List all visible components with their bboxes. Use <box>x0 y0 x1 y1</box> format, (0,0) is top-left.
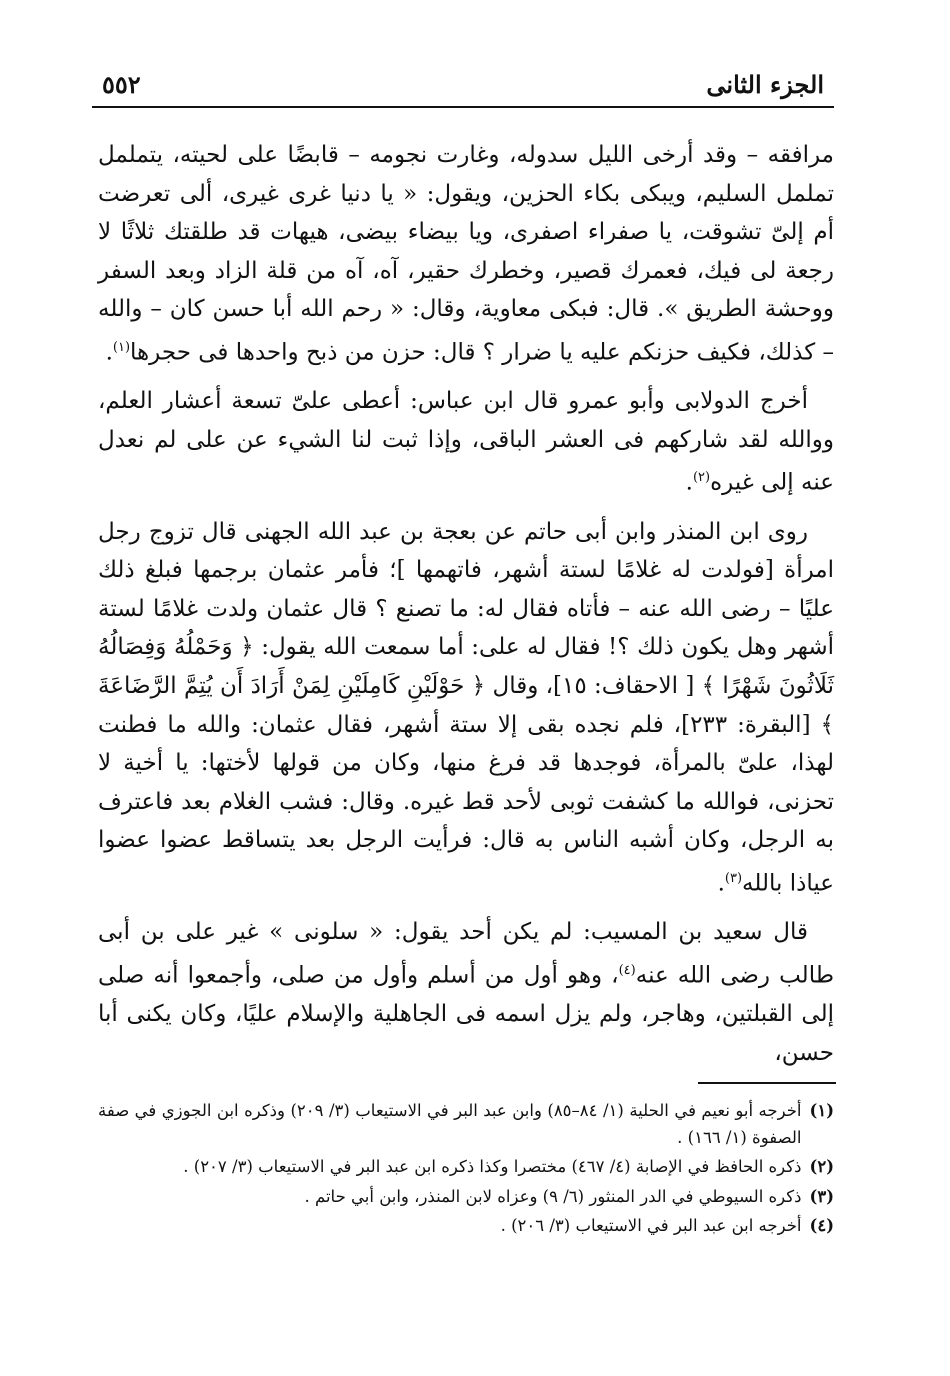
paragraph-1 <box>98 136 834 372</box>
footnote-text: أخرجه ابن عبد البر في الاستيعاب (٣/ ٢٠٦) . <box>500 1216 802 1235</box>
paragraph-1-end: . <box>105 339 113 366</box>
footnote-4 <box>98 1213 834 1240</box>
footnote-text: ذكره السيوطي في الدر المنثور (٦/ ٩) وعزاه لابن المنذر، وابن أبي حاتم . <box>304 1186 802 1206</box>
page-header <box>92 60 834 108</box>
paragraph-4-text-a: قال سعيد بن المسيب: لم يكن أحد يقول: « سلونى » غير على بن أبى طالب رضى الله عنه <box>98 919 835 989</box>
paragraph-3-end: . <box>717 870 725 897</box>
paragraph-2 <box>98 382 834 502</box>
running-title: الجزء الثانى <box>706 70 824 99</box>
footnote-separator <box>698 1082 836 1084</box>
paragraph-1-text: مرافقه – وقد أرخى الليل سدوله، وغارت نجومه – قابضًا على لحيته، يتململ تململ السليم، ويبكى بكاء الحزين، ويقول: « يا دنيا غرى غيرى، ألى تعرضت أم إلىّ تشوقت، يا صفراء اصفرى، ويا بيضاء بيضى، هيهات قد طلقتك ثلاثًا لا رجعة لى فيك، فعمرك قصير، وخطرك حقير، آه، آه من قلة الزاد وبعد السفر ووحشة الطريق ». قال: فبكى معاوية، وقال: « رحم الله أبا حسن كان – والله – كذلك، فكيف حزنكم عليه يا ضرار ؟ قال: حزن من ذبح واحدها فى حجرها <box>98 142 834 366</box>
footnote-1 <box>98 1098 834 1151</box>
footnote-number: (٣) <box>809 1186 834 1206</box>
paragraph-4-text-b: ، وهو أول من أسلم وأول من صلى، وأجمعوا أنه صلى إلى القبلتين، وهاجر، ولم يزل اسمه فى الجاهلية والإسلام عليًا، وكان يكنى أبا حسن، <box>98 962 834 1066</box>
footnote-ref-3: (٣) <box>724 871 743 886</box>
main-text <box>98 136 834 1072</box>
footnote-ref-4: (٤) <box>618 962 636 978</box>
paragraph-2-end: . <box>685 470 693 497</box>
page-number: ٥٥٢ <box>102 70 141 99</box>
paragraph-4 <box>98 913 834 1072</box>
footnote-2 <box>98 1154 834 1181</box>
footnote-text: ذكره الحافظ في الإصابة (٤/ ٤٦٧) مختصرا وكذا ذكره ابن عبد البر في الاستيعاب (٣/ ٢٠٧) . <box>183 1157 802 1176</box>
paragraph-3 <box>98 513 834 904</box>
paragraph-2-text: أخرج الدولابى وأبو عمرو قال ابن عباس: أعطى علىّ تسعة أعشار العلم، ووالله لقد شاركهم فى العشر الباقى، وإذا ثبت لنا الشيء عن على لم نعدل عنه إلى غيره <box>98 388 834 497</box>
footnote-text: أخرجه أبو نعيم في الحلية (١/ ٨٤–٨٥) وابن عبد البر في الاستيعاب (٣/ ٢٠٩) وذكره ابن الجوزي في صفة الصفوة (١/ ١٦٦) . <box>98 1101 802 1147</box>
footnote-ref-2: (٢) <box>692 470 711 486</box>
footnote-3 <box>98 1184 834 1211</box>
footnotes <box>98 1098 834 1243</box>
footnote-number: (١) <box>809 1101 834 1120</box>
paragraph-3-text: روى ابن المنذر وابن أبى حاتم عن بعجة بن عبد الله الجهنى قال تزوج رجل امرأة [فولدت له غلامًا لستة أشهر، فاتهمها ]؛ فأمر عثمان برجمها فبلغ ذلك عليًا – رضى الله عنه – فأتاه فقال له: ما تصنع ؟ قال عثمان ولدت غلامًا لستة أشهر وهل يكون ذلك ؟! فقال له على: أما سمعت الله يقول: ﴿ وَحَمْلُهُ وَفِصَالُهُ ثَلَاثُونَ شَهْرًا ﴾ [ الاحقاف: ١٥]، وقال ﴿ حَوْلَيْنِ كَامِلَيْنِ لِمَنْ أَرَادَ أَن يُتِمَّ الرَّضَاعَةَ ﴾ [البقرة: ٢٣٣]، فلم نجده بقى إلا ستة أشهر، فقال عثمان: والله ما فطنت لهذا، علىّ بالمرأة، فوجدها قد فرغ منها، وكان من قولها لأختها: يا أخية لا تحزنى، فوالله ما كشفت ثوبى لأحد قط غيره. وقال: فشب الغلام بعد فاعترف به الرجل، وكان أشبه الناس به قال: فرأيت الرجل بعد يتساقط عضوا عضوا عياذا بالله <box>98 518 834 897</box>
footnote-ref-1: (١) <box>112 339 131 355</box>
footnote-number: (٢) <box>809 1157 834 1176</box>
footnote-number: (٤) <box>809 1216 834 1235</box>
